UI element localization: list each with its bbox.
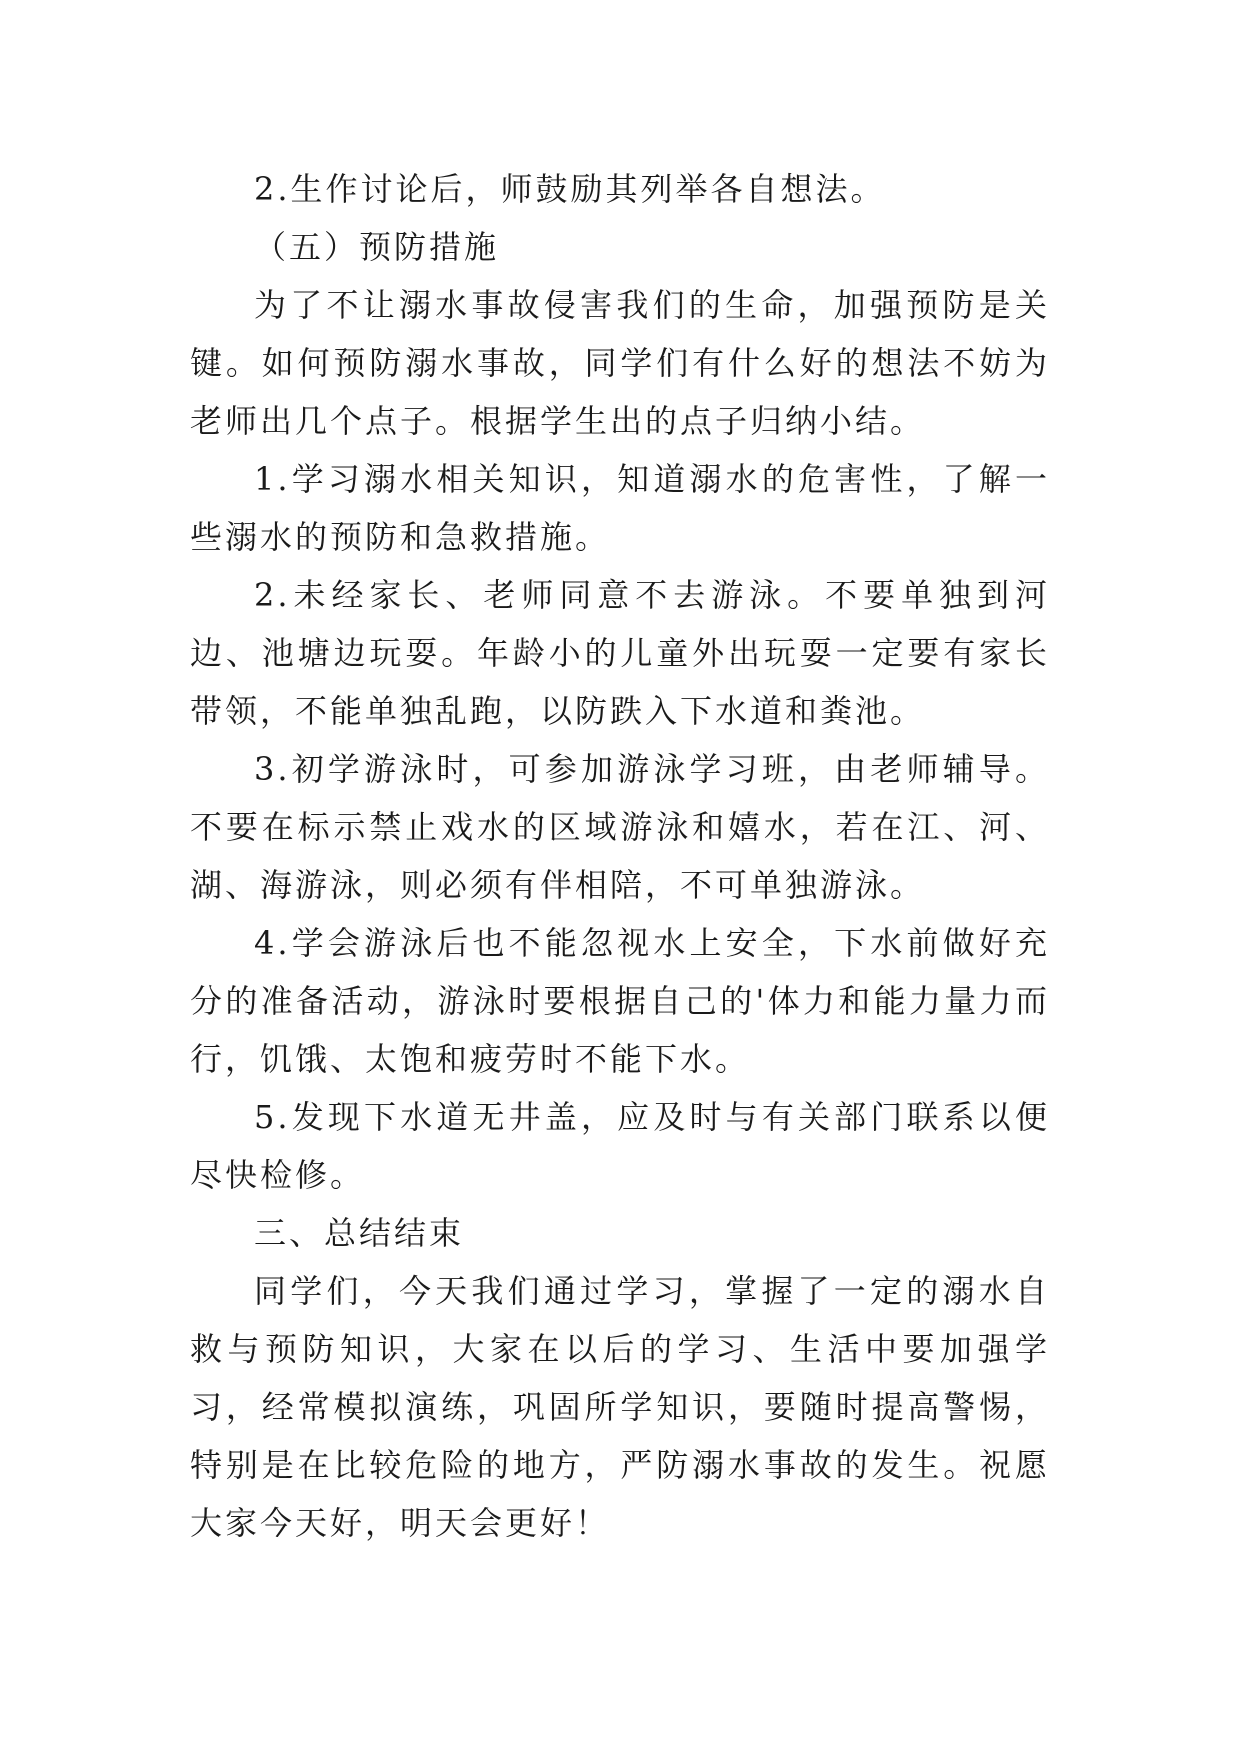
document-body (190, 160, 1050, 1552)
list-item-2: 2.未经家长、老师同意不去游泳。不要单独到河边、池塘边玩耍。年龄小的儿童外出玩耍一定要有家长带领，不能单独乱跑，以防跌入下水道和粪池。 (190, 576, 1050, 730)
list-item-1: 1.学习溺水相关知识，知道溺水的危害性，了解一些溺水的预防和急救措施。 (190, 460, 1050, 556)
section-heading-prevention: （五）预防措施 (254, 228, 500, 266)
list-item-3: 3.初学游泳时，可参加游泳学习班，由老师辅导。不要在标示禁止戏水的区域游泳和嬉水，若在江、河、湖、海游泳，则必须有伴相陪，不可单独游泳。 (190, 750, 1050, 904)
paragraph-conclusion: 同学们，今天我们通过学习，掌握了一定的溺水自救与预防知识，大家在以后的学习、生活中要加强学习，经常模拟演练，巩固所学知识，要随时提高警惕，特别是在比较危险的地方，严防溺水事故的发生。祝愿大家今天好，明天会更好！ (190, 1272, 1050, 1542)
section-heading-summary: 三、总结结束 (254, 1214, 465, 1252)
list-item-4: 4.学会游泳后也不能忽视水上安全，下水前做好充分的准备活动，游泳时要根据自己的'体力和能力量力而行，饥饿、太饱和疲劳时不能下水。 (190, 924, 1050, 1078)
paragraph-discussion: 2.生作讨论后，师鼓励其列举各自想法。 (254, 170, 886, 208)
list-item-5: 5.发现下水道无井盖，应及时与有关部门联系以便尽快检修。 (190, 1098, 1050, 1194)
paragraph-prevention-intro: 为了不让溺水事故侵害我们的生命，加强预防是关键。如何预防溺水事故，同学们有什么好的想法不妨为老师出几个点子。根据学生出的点子归纳小结。 (190, 286, 1050, 440)
